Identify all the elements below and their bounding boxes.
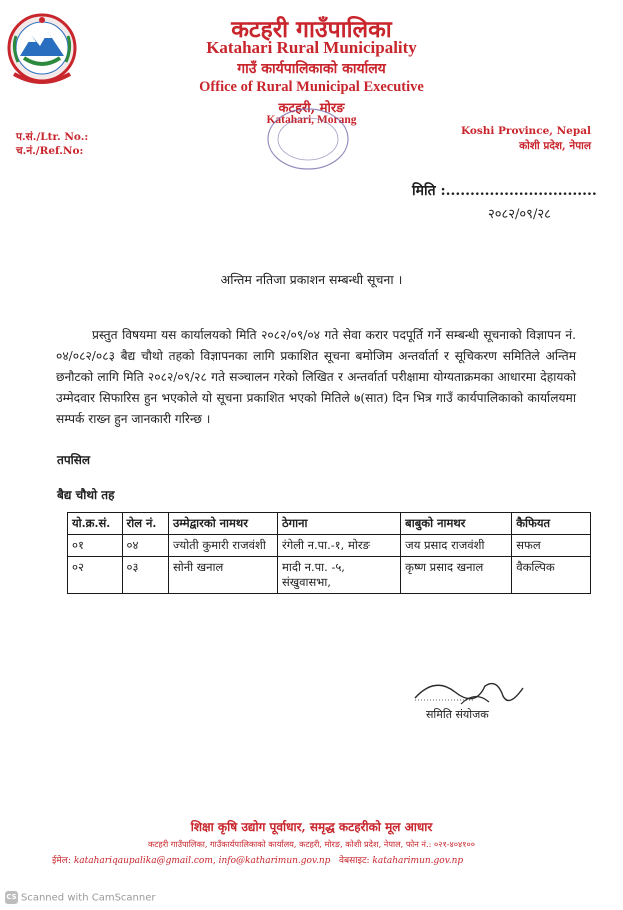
cell-candidate-name: ज्योती कुमारी राजवंशी [168,535,277,557]
footer-contact [52,853,463,866]
email-link[interactable]: katahariqaupalika@gmail.com, info@katharimun.gov.np [73,856,331,866]
cell-serial: ०२ [68,557,123,594]
table-row [68,535,591,557]
cell-address: रंगेली न.पा.-१, मोरङ [277,535,400,557]
camscanner-icon: CS [5,891,18,904]
signature-label: समिति संयोजक [426,708,489,721]
email-label: ईमेल: [52,856,71,866]
date-label: मिति :............................... [412,183,597,199]
cell-remarks: वैकल्पिक [512,557,591,594]
letter-number-label: प.सं./Ltr. No.: [16,131,89,143]
cell-roll: ०४ [122,535,168,557]
cell-remarks: सफल [512,535,591,557]
header-address: ठेगाना [277,513,400,535]
province-english: Koshi Province, Nepal [460,125,591,137]
footer-address: कटहरी गाउँपालिका, गाउँकार्यपालिकाको कार्यालय, कटहरी, मोरङ, कोशी प्रदेश, नेपाल, फोन नं.: ०२१-४०४१०० [147,839,476,849]
header-roll: रोल नं. [122,513,168,535]
municipality-name-nepali: कटहरी गाउँपालिका [231,16,392,43]
header-candidate-name: उम्मेद्वारको नामथर [168,513,277,535]
notice-subject: अन्तिम नतिजा प्रकाशन सम्बन्धी सूचना । [220,272,403,287]
office-name-english: Office of Rural Municipal Executive [199,79,424,95]
results-table [67,512,591,594]
header-remarks: कैफियत [512,513,591,535]
cell-candidate-name: सोनी खनाल [168,557,277,594]
website-link[interactable]: kataharimun.gov.np [372,856,464,866]
details-label: तपसिल [57,453,91,467]
cell-roll: ०३ [122,557,168,594]
location-english: Katahari, Morang [266,114,357,126]
date-value: २०८२/०९/२८ [488,207,551,222]
office-stamp [262,104,354,174]
location-nepali: कटहरी, मोरङ [278,101,345,116]
cell-father-name: कृष्ण प्रसाद खनाल [401,557,512,594]
notice-body: प्रस्तुत विषयमा यस कार्यालयको मिति २०८२/०९/०४ गते सेवा करार पदपूर्ति गर्ने सम्बन्धी सूचनाको विज्ञापन नं. ०४/०८२/०८३ बैद्य चौथो तहको विज्ञापनका लागि प्रकाशित सूचना बमोजिम अन्तर्वार्ता र सूचिकरण समितिले अन्तिम छनौटको लागि मिति २०८२/०९/२८ गते सञ्चालन गरेको लिखित र अन्तर्वार्ता परीक्षामा योग्यताक्रमका आधारमा देहायको उम्मेदवार सिफारिस हुन भएकोले यो सूचना प्रकाशित भएको मितिले ७(सात) दिन भित्र गाउँ कार्यपालिकाको कार्यालयमा सम्पर्क राख्न हुन जानकारी गरिन्छ । [56,328,576,426]
municipality-name-english: Katahari Rural Municipality [206,38,417,57]
office-name-nepali: गाउँ कार्यपालिकाको कार्यालय [237,61,386,77]
level-label: बैद्य चौथो तह [57,488,115,502]
cell-address: मादी न.पा. -५, संखुवासभा, [277,557,400,594]
header-serial: यो.क्र.सं. [68,513,123,535]
cell-serial: ०१ [68,535,123,557]
footer-motto: शिक्षा कृषि उद्योग पूर्वाधार, समृद्ध कटहरीको मूल आधार [190,820,433,834]
table-row [68,557,591,594]
cell-father-name: जय प्रसाद राजवंशी [401,535,512,557]
header-father-name: बाबुको नामथर [401,513,512,535]
website-label: वेबसाइट: [338,856,370,866]
camscanner-text: Scanned with CamScanner [21,892,156,904]
table-header-row [68,513,591,535]
reference-number-label: च.नं./Ref.No: [16,145,84,157]
province-nepali: कोशी प्रदेश, नेपाल [519,140,591,152]
camscanner-watermark [5,891,156,904]
